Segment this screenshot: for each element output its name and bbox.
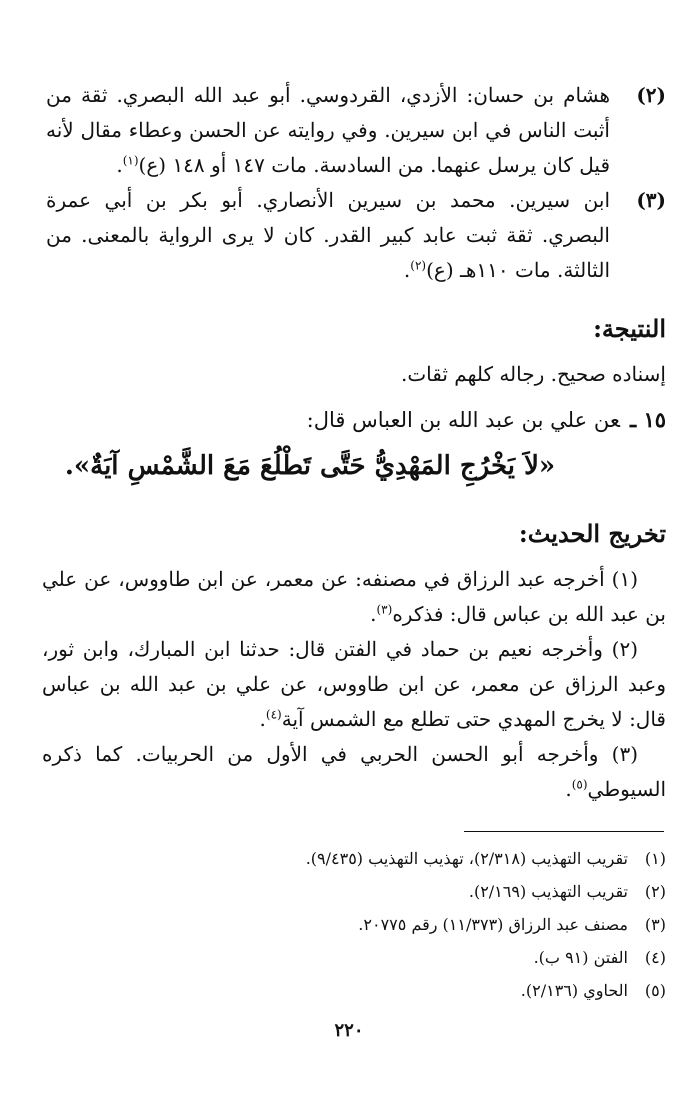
- takhrij-item-text: (١) أخرجه عبد الرزاق في مصنفه: عن معمر، عن ابن طاووس، عن علي بن عبد الله بن عباس قال: فذكره: [42, 567, 666, 626]
- result-heading: النتيجة:: [593, 314, 666, 343]
- entry-text: [46, 78, 610, 183]
- takhrij-item: [42, 562, 666, 632]
- footnote-marker[interactable]: (٢): [410, 258, 427, 273]
- entry-body: هشام بن حسان: الأزدي، القردوسي. أبو عبد الله البصري. ثقة من أثبت الناس في ابن سيرين. وفي روايته عن الحسن وعطاء مقال لأنه قيل كان يرسل عنهما. من السادسة. مات ١٤٧ أو ١٤٨ (ع): [46, 83, 610, 177]
- footnote-item: [46, 941, 666, 974]
- takhrij-item-text: (٢) وأخرجه نعيم بن حماد في الفتن قال: حدثنا ابن المبارك، وابن ثور، وعبد الرزاق عن معمر، عن ابن طاووس، عن علي بن عبد الله بن عباس قال: لا يخرج المهدي حتى تطلع مع الشمس آية: [42, 637, 666, 731]
- footnote-text: مصنف عبد الرزاق (١١/٣٧٣) رقم ٢٠٧٧٥.: [358, 915, 628, 934]
- footnote-number: (٥): [644, 981, 666, 1000]
- hadith-chain-line: [44, 402, 666, 438]
- footnote-marker[interactable]: (١): [122, 153, 139, 168]
- footnote-marker[interactable]: (٣): [376, 602, 393, 617]
- hadith-number: ١٥ ـ: [629, 407, 666, 432]
- footnote-number: (١): [644, 849, 666, 868]
- footnote-text: الحاوي (٢/١٣٦).: [520, 981, 628, 1000]
- takhrij-heading: تخريج الحديث:: [518, 519, 666, 548]
- result-text: إسناده صحيح. رجاله كلهم ثقات.: [400, 362, 666, 386]
- narrator-entry-ibn-sirin: [46, 183, 666, 288]
- entry-body: ابن سيرين. محمد بن سيرين الأنصاري. أبو بكر بن أبي عمرة البصري. ثقة ثبت عابد كبير القدر. كان لا يرى الرواية بالمعنى. من الثالثة. مات ١١٠هـ (ع): [46, 188, 610, 282]
- hadith-chain: عن علي بن عبد الله بن العباس قال:: [306, 408, 620, 432]
- footnote-marker[interactable]: (٤): [265, 707, 282, 722]
- footnote-number: (٣): [644, 915, 666, 934]
- footnote-number: (٢): [644, 882, 666, 901]
- footnote-text: تقريب التهذيب (٢/١٦٩).: [468, 882, 628, 901]
- footnote-item: [46, 842, 666, 875]
- footnote-item: [46, 974, 666, 1007]
- footnote-text: الفتن (٩١ ب).: [533, 948, 628, 967]
- entry-number: (٢): [636, 83, 666, 107]
- page-number: ٢٢٠: [334, 1020, 364, 1041]
- entry-number: (٣): [636, 188, 666, 212]
- footnote-item: [46, 908, 666, 941]
- footnotes-list: [46, 842, 666, 1007]
- entry-text: [46, 183, 610, 288]
- takhrij-item-end: .: [259, 707, 266, 731]
- entry-end: .: [116, 153, 123, 177]
- entry-end: .: [403, 258, 411, 282]
- takhrij-item-text: (٣) وأخرجه أبو الحسن الحربي في الأول من الحربيات. كما ذكره السيوطي: [42, 742, 666, 801]
- takhrij-item: [42, 632, 666, 737]
- narrator-entry-hisham: [46, 78, 666, 183]
- footnote-text: تقريب التهذيب (٢/٣١٨)، تهذيب التهذيب (٩/٤٣٥).: [305, 849, 628, 868]
- footnote-item: [46, 875, 666, 908]
- takhrij-item-end: .: [565, 777, 572, 801]
- takhrij-item: [42, 737, 666, 807]
- footnote-separator: [464, 831, 664, 832]
- takhrij-item-end: .: [370, 602, 377, 626]
- footnote-number: (٤): [644, 948, 666, 967]
- footnote-marker[interactable]: (٥): [571, 777, 588, 792]
- hadith-text: «لاَ يَخْرُجِ المَهْدِيُّ حَتَّى تَطْلُعَ مَعَ الشَّمْسِ آيَةٌ».: [64, 451, 556, 481]
